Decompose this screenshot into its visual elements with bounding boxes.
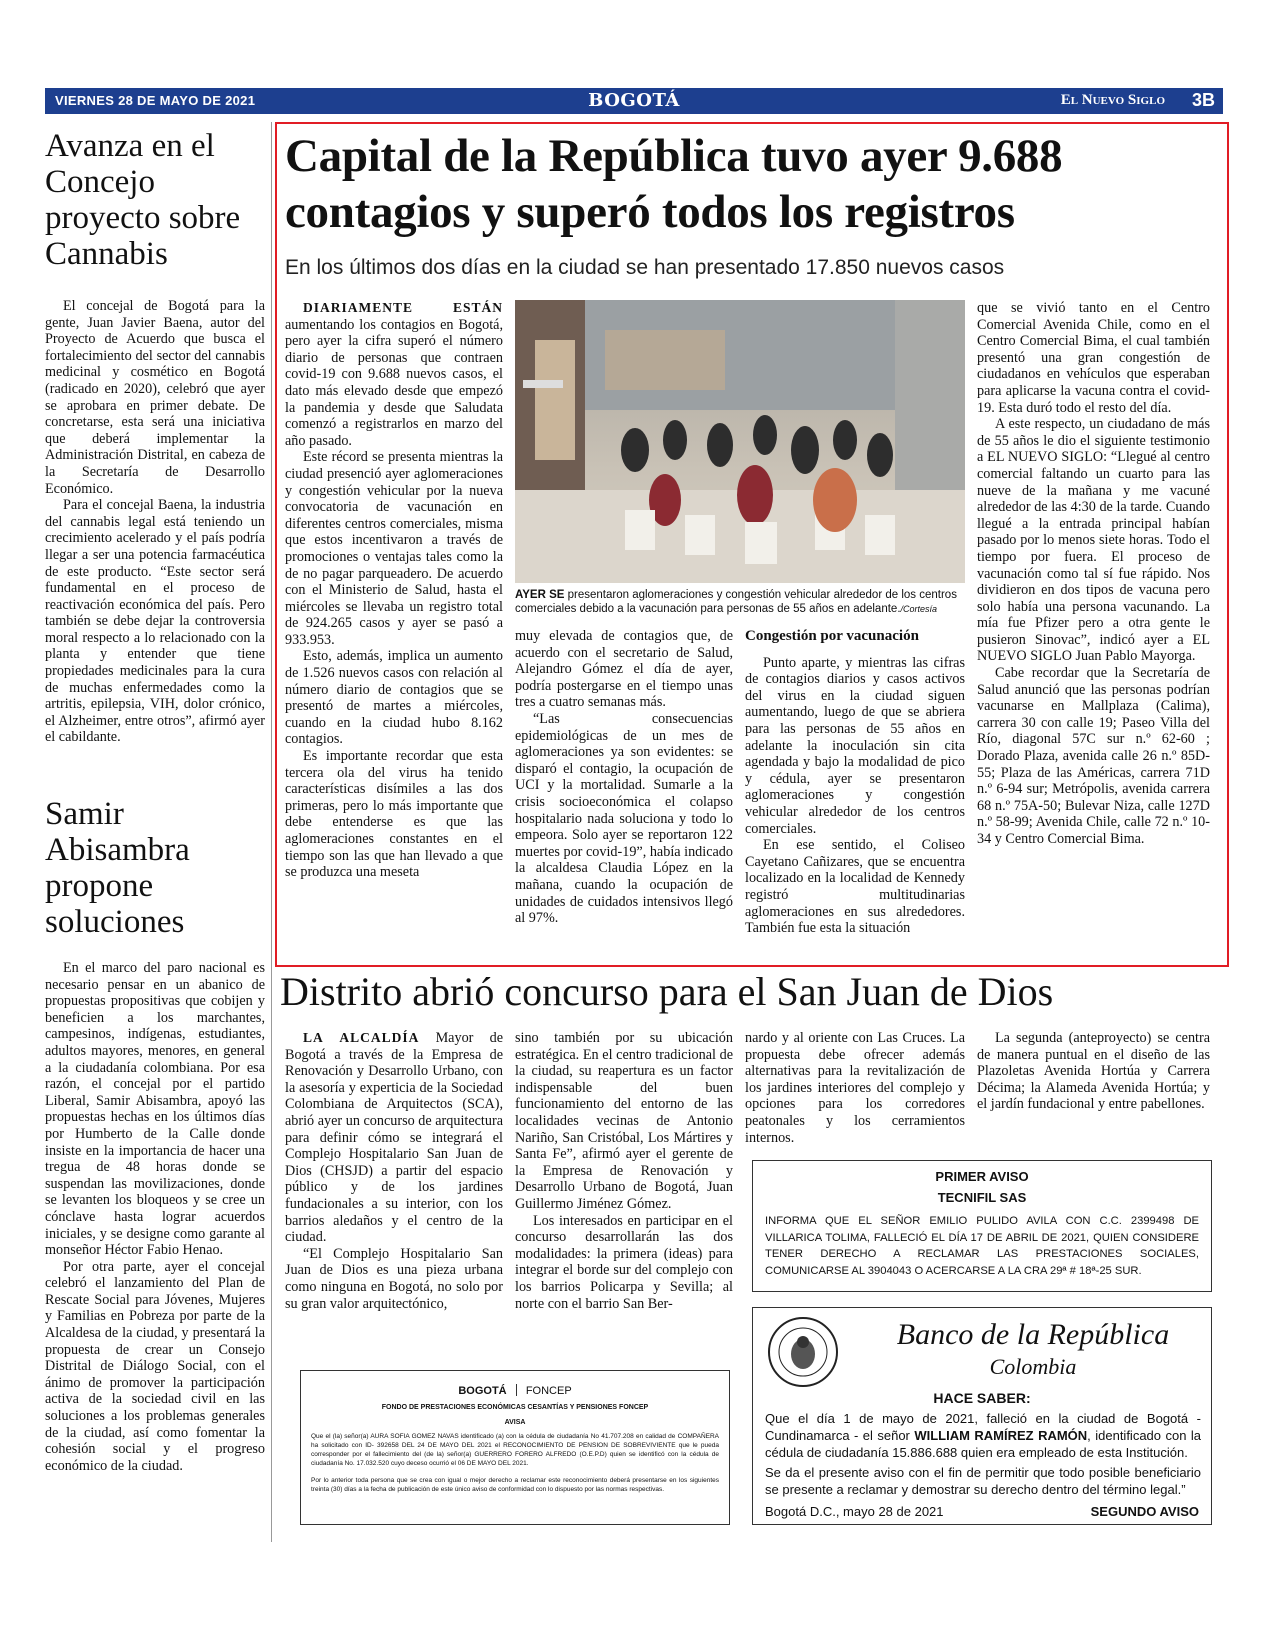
banco-body-1-text: , identificado con la cédula de ciudadanía 15.886.688 quien era empleado de esta Institución. [765,1428,1201,1460]
ad-foncep-title: AVISA [504,1419,526,1426]
main-paragraph: que se vivió tanto en el Centro Comercial Avenida Chile, como en el Centro Comercial Bima, el cual también presentó una gran congestión de ciudadanos en vehículos que esperaban para aplicarse la vacuna contra el covid-19. Esta duró todo el resto del día. [977,300,1210,416]
side-story-1-headline: Avanza en el Concejo proyecto sobre Cannabis [45,128,241,272]
main-subhead: Congestión por vacunación [745,628,919,644]
main-paragraph: muy elevada de contagios que, de acuerdo con el secretario de Salud, Alejandro Gómez el día de ayer, podría postergarse en el tiempo unas tres a cuatro semanas más. [515,628,733,711]
second-paragraph: nardo y al oriente con Las Cruces. La propuesta debe ofrecer además alternativas para la revitalización de los jardines interiores del complejo y opciones para los corredores peatonales y los cerramientos internos. [745,1030,965,1146]
banco-title: HACE SABER: [933,1390,1031,1406]
main-column-2 [515,628,733,927]
main-paragraph: Este récord se presenta mientras la ciudad presenció ayer aglomeraciones y congestión vehicular por la nueva convocatoria de vacunación en diferentes centros comerciales, misma que estos incentivaron a través de promociones o ventajas tales como la de no pagar parqueadero. De acuerdo con el Ministerio de Salud, hasta el miércoles se llevaba un registro total de 924.265 casos y ayer se pasó a 933.953. [285,449,503,648]
ad-foncep-body-2: Por lo anterior toda persona que se crea con igual o mejor derecho a reclamar este reconocimiento deberá presentarse en los siguientes treinta (30) días a la fecha de publicación de este único aviso de conformidad con lo dispuesto por las normas respectivas. [311,1477,719,1493]
banco-body-1-name: WILLIAM RAMÍREZ RAMÓN [914,1428,1088,1443]
main-column-1 [285,300,503,881]
banco-seal-icon [767,1316,839,1388]
foncep-logo: FONCEP [525,1385,572,1397]
main-paragraph: En ese sentido, el Coliseo Cayetano Cañizares, que se encuentra localizado en la localidad de Kennedy registró multitudinarias aglomeraciones en sus alrededores. También fue esta la situación [745,837,965,937]
banco-name: Banco de la República [896,1318,1170,1351]
photo-credit: /Cortesía [900,604,938,614]
side-story-2-paragraph: En el marco del paro nacional es necesario pensar en un abanico de propuestas propositivas que cobijen y beneficien a los marchantes, campesinos, indígenas, estudiantes, adultos mayores, menores, en general a la ciudadanía colombiana. Por esa razón, el concejal por el partido Liberal, Samir Abisambra, apoyó las propuestas hechas en los últimos días por Humberto de la Calle donde insiste en la importancia de hacer una tregua de 48 horas donde se suspendan las movilizaciones, donde se levanten los bloqueos y se cree un cónclave hasta lograr acuerdos iniciales, y se designe como garante al monseñor Héctor Fabio Henao. [45,960,265,1259]
second-paragraph: La segunda (anteproyecto) se centra de manera puntual en el diseño de las Plazoletas Avenida Hortúa y Carrera Décima; la Alameda Avenida Hortúa; y el jardín fundacional y entre pabellones. [977,1030,1210,1113]
header-publication: El Nuevo Siglo [1060,92,1165,108]
main-paragraph: Punto aparte, y mientras las cifras de contagios diarios y casos activos del virus en la ciudad siguen aumentando, luego de que se abriera para las personas de 55 años en adelante la inoculación sin cita agendada y bajo la modalidad de pico y cédula, ayer se presentaron aglomeraciones y congestión vehicular alrededor de los centros comerciales. [745,654,965,837]
second-lead-in: LA ALCALDÍA [303,1030,420,1045]
main-paragraph: aumentando los contagios en Bogotá, pero ayer la cifra superó el número diario de personas que contraen covid-19 con 9.688 nuevos casos, el dato más elevado desde que empezó la pandemia y desde que Saludata comenzó a registrarlos en marzo del año pasado. [285,316,503,449]
second-paragraph: Los interesados en participar en el concurso desarrollarán las dos modalidades: la primera (ideas) para integrar el borde sur del complejo con los barrios Policarpa y Sevilla; al norte con el barrio San Ber- [515,1212,733,1312]
banco-country: Colombia [989,1354,1077,1379]
side-story-1-paragraph: Para el concejal Baena, la industria del cannabis legal está teniendo un crecimiento acelerado y el país podría llegar a ser una potencia farmacéutica de este producto. “Este sector será fundamental en el proceso de reactivación económica del país. Pero también se debe dejar la controversia moral respecto a lo relacionado con la planta y entender que tiene propiedades medicinales para la cura de muchas enfermedades como la artritis, epilepsia, VIH, dolor crónico, el Alzheimer, entre otros”, afirmó ayer el cabildante. [45,497,265,746]
ad-tecnifil [752,1160,1212,1292]
second-headline: Distrito abrió concurso para el San Juan de Dios [280,969,1054,1014]
ad-foncep-org: FONDO DE PRESTACIONES ECONÓMICAS CESANTÍAS Y PENSIONES FONCEP [381,1404,649,1411]
side-story-2-headline: Samir Abisambra propone soluciones [45,796,190,940]
banco-body-1 [765,1410,1201,1461]
side-story-2-paragraph: Por otra parte, ayer el concejal celebró el lanzamiento del Plan de Rescate Social para Jóvenes, Mujeres y Familias en Pobreza por parte de la Alcaldesa de la ciudad, y presentará la propuesta de crear un Consejo Distrital de Diálogo Social, con el ánimo de promover la participación activa de la sociedad civil en las soluciones a los problemas generales de la ciudad, así como fomentar la cohesión social y el progreso económico de la ciudad. [45,1258,265,1474]
side-story-1-paragraph: El concejal de Bogotá para la gente, Juan Javier Baena, autor del Proyecto de Acuerdo que busca el fortalecimiento del sector del cannabis medicinal y cosmético en Bogotá (radicado en 2020), celebró que ayer se aprobara en primer debate. De concretarse, esta será una iniciativa que deberá implementar la Administración Distrital, en cabeza de la Secretaría de Desarrollo Económico. [45,298,265,497]
banco-notice: SEGUNDO AVISO [1090,1504,1199,1519]
main-paragraph: Cabe recordar que la Secretaría de Salud anunció que las personas podrían vacunarse en Mallplaza (Calima), carrera 30 con calle 19; Paseo Villa del Río, diagonal 57C sur n.º 62-60 ; Dorado Plaza, avenida calle 26 n.º 85D-55; Plaza de las Américas, carrera 71D n.º 6-94 sur; Metrópolis, avenida carrera 68 n.º 75A-50; Bulevar Niza, calle 127D n.º 58-99; Avenida Chile, calle 72 n.º 10-34 y Centro Comercial Bima. [977,665,1210,847]
banco-place-date: Bogotá D.C., mayo 28 de 2021 [765,1504,944,1519]
ad-foncep-logo [301,1379,729,1398]
main-lead-in: DIARIAMENTE ESTÁN [303,300,503,315]
second-column-4 [977,1030,1210,1113]
main-paragraph: “Las consecuencias epidemiológicas de un mes de aglomeraciones ya son evidentes: se disparó el contagio, la ocupación de UCI y la mortalidad. Sumarle a la crisis socioeconómica el colapso hospitalario nada soluciona y todo lo empeora. Solo ayer se reportaron 122 muertes por covid-19”, había indicado la alcaldesa Claudia López en la mañana, cuando la ocupación de unidades de cuidados intensivos llegó al 97%. [515,710,733,927]
main-paragraph: A este respecto, un ciudadano de más de 55 años le dio el siguiente testimonio a EL NUEVO SIGLO: “Llegué al centro comercial faltando un cuarto para las nueve de la mañana y me vacuné alrededor de las 4:30 de la tarde. Cuando llegué a la entrada principal habían pasado por lo menos siete horas. Todo el tiempo por fuera. El proceso de vacunación como tal sí fue rápido. Nos dividieron en dos tipos de vacuna pero solo había una persona vacunando. La mía fue Pfizer pero a otra gente le pusieron Sinovac”, indicó ayer a EL NUEVO SIGLO Juan Pablo Mayorga. [977,416,1210,665]
bogota-logo: BOGOTÁ [458,1385,507,1397]
second-column-1 [285,1030,503,1312]
photo-illustration [515,300,965,583]
caption-text: presentaron aglomeraciones y congestión vehicular alrededor de los centros comerciales debido a la vacunación para personas de 55 años en adelante. [515,589,957,615]
column-divider [271,122,272,1542]
header-page-number: 3B [1191,90,1215,110]
main-deck: En los últimos dos días en la ciudad se han presentado 17.850 nuevos casos [285,256,1005,279]
ad-tecnifil-company: TECNIFIL SAS [937,1190,1027,1205]
ad-banco-republica [752,1307,1212,1525]
photo-caption [515,588,965,616]
second-paragraph: sino también por su ubicación estratégica. En el centro tradicional de la ciudad, su reapertura es un factor indispensable del buen funcionamiento del entorno de las localidades vecinas de Antonio Nariño, San Cristóbal, Los Mártires y Santa Fe”, afirmó ayer el gerente de la Empresa de Renovación y Desarrollo Urbano de Bogotá, Juan Guillermo Jiménez Gómez. [515,1030,733,1212]
ad-tecnifil-title: PRIMER AVISO [935,1169,1029,1184]
second-paragraph: Mayor de Bogotá a través de la Empresa de Renovación y Desarrollo Urbano, con la asesoría y experticia de la Sociedad Colombiana de Arquitectos (SCA), abrió ayer un concurso de arquitectura para definir cómo se integrará el Complejo Hospitalario San Juan de Dios (CHSJD) a partir del espacio público y de los jardines fundacionales a su interior, con los barrios aledaños y el centro de la ciudad. [285,1030,504,1246]
second-column-3 [745,1030,965,1146]
main-column-4 [977,300,1210,848]
ad-foncep-body-1: Que el (la) señor(a) AURA SOFIA GOMEZ NAVAS identificado (a) con la cédula de ciudadanía No 41.707.208 en calidad de COMPAÑERA ha solicitado con ID- 392658 DEL 24 DE MAYO DEL 2021 el RECONOCIMIENTO DE PENSION DE SOBREVIVIENTE que le pueda corresponder por el fallecimiento del (de la) señor(a) GUERRERO FORERO ALFREDO (O.E.P.D) quien se identificó con la cédula de ciudadanía No. 17.032.520 cuyo deceso ocurrió el 06 DE MAYO DEL 2021. [311,1433,719,1467]
caption-lead-in: AYER SE [515,589,565,601]
banco-body-1-text: Que el día 1 de mayo de 2021, falleció en la ciudad de Bogotá - Cundinamarca - el señor [765,1411,1201,1443]
second-column-2 [515,1030,733,1312]
ad-tecnifil-body: INFORMA QUE EL SEÑOR EMILIO PULIDO AVILA CON C.C. 2399498 DE VILLARICA TOLIMA, FALLECIÓ EL DÍA 17 DE ABRIL DE 2021, QUIEN CONSIDERE TENER DERECHO A RECLAMAR LAS PRESTACIONES SOCIALES, COMUNICARSE AL 3904043 O ACERCARSE A LA CRA 29ª # 18ª-25 SUR. [765,1215,1199,1277]
ad-foncep [300,1370,730,1525]
main-paragraph: Es importante recordar que esta tercera ola del virus ha tenido características disímiles a las dos primeras, pero lo más importante que debe entenderse es que las aglomeraciones constantes en el tiempo son las que han llevado a que se produzca una meseta [285,748,503,881]
side-story-1-body [45,298,265,746]
main-photo [515,300,965,583]
second-paragraph: “El Complejo Hospitalario San Juan de Dios es una pieza urbana como ninguna en Bogotá, no solo por su gran valor arquitectónico, [285,1245,503,1312]
page-header [45,88,1223,114]
side-story-2-body [45,960,265,1474]
main-paragraph: Esto, además, implica un aumento de 1.526 nuevos casos con relación al número diario de contagios que se presentó de martes a miércoles, cuando en la ciudad hubo 8.162 contagios. [285,648,503,748]
main-headline: Capital de la República tuvo ayer 9.688 contagios y superó todos los registros [285,130,1063,238]
header-section: BOGOTÁ [588,90,680,111]
banco-body-2: Se da el presente aviso con el fin de permitir que todo posible beneficiario se presente a reclamar y demostrar su derecho dentro del término legal.” [765,1465,1201,1497]
main-column-3 [745,628,965,937]
header-date: VIERNES 28 DE MAYO DE 2021 [55,93,256,108]
